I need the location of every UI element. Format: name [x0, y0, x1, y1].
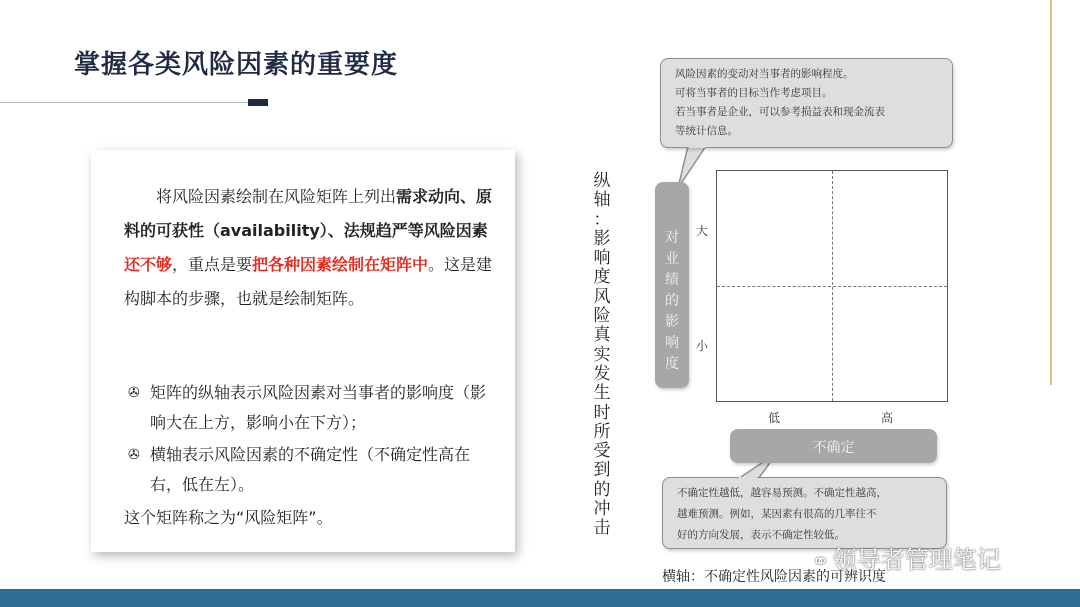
vertical-caption-char: 风	[593, 286, 611, 307]
vertical-axis-label-char: 对	[665, 230, 679, 246]
vertical-caption-char: 时	[593, 402, 611, 423]
page-title: 掌握各类风险因素的重要度	[74, 50, 399, 80]
matrix-horizontal-divider	[717, 286, 947, 287]
vertical-caption-char: ：	[593, 209, 611, 230]
bottom-bar	[0, 589, 1080, 607]
vertical-caption-char: 影	[593, 228, 611, 249]
vertical-caption-char: 发	[593, 363, 611, 384]
vertical-axis-label-char: 响	[665, 335, 679, 351]
summary-text: 这个矩阵称之为“风险矩阵”。	[124, 508, 333, 527]
vertical-axis-label-char: 绩	[665, 272, 679, 288]
vertical-caption-char: 冲	[593, 499, 611, 520]
vertical-caption-char: 生	[593, 383, 611, 404]
callout-top-line: 等统计信息。	[675, 125, 738, 137]
vertical-caption-char: 真	[593, 325, 611, 346]
vertical-caption-char: 到	[593, 460, 611, 481]
tick-label-high: 高	[881, 411, 894, 425]
intro-text-3: 。这是建构脚本的步骤，也就是绘制矩阵。	[124, 255, 493, 308]
tick-label-small: 小	[696, 339, 709, 353]
bullet-text: 横轴表示风险因素的不确定性（不确定性高在右，低在左）。	[150, 445, 471, 494]
callout-top-line: 若当事者是企业，可以参考损益表和现金流表	[675, 106, 885, 118]
intro-bold-factors: 需求动向、原料的可获性（availability）、法规趋严等风险因素	[124, 187, 493, 240]
bullet-icon: ✇	[128, 447, 140, 463]
intro-red-plot: 把各种因素绘制在矩阵中	[252, 255, 429, 274]
vertical-caption-char: 所	[593, 421, 611, 442]
vertical-caption-char: 受	[593, 441, 611, 462]
bullet-text: 矩阵的纵轴表示风险因素对当事者的影响度（影响大在上方，影响小在下方）；	[150, 383, 487, 432]
wechat-icon: ⚭	[812, 549, 829, 573]
vertical-caption-char: 险	[593, 306, 611, 327]
vertical-caption-char: 响	[593, 248, 611, 269]
intro-text-1: 将风险因素绘制在风险矩阵上列出	[156, 187, 397, 206]
watermark-text: 领导者管理笔记	[832, 546, 1001, 574]
vertical-caption-char: 度	[593, 267, 611, 288]
tick-label-big: 大	[696, 224, 709, 238]
callout-top-line: 可将当事者的目标当作考虑项目。	[675, 87, 833, 99]
vertical-caption-char: 实	[593, 344, 611, 365]
tick-label-low: 低	[768, 411, 781, 425]
callout-bottom-line: 不确定性越低，越容易预测。不确定性越高，	[677, 487, 887, 499]
callout-bottom-line: 越难预测。例如，某因素有很高的几率往不	[677, 508, 877, 520]
bullet-icon: ✇	[128, 385, 140, 401]
vertical-caption-char: 击	[593, 518, 611, 539]
vertical-axis-label-char: 度	[665, 356, 679, 372]
intro-red-not-enough: 还不够	[124, 255, 173, 274]
intro-text-2: ，重点是要	[172, 255, 253, 274]
vertical-axis-label-char: 的	[665, 293, 679, 309]
vertical-axis-label-char: 业	[665, 251, 679, 267]
callout-top-line: 风险因素的变动对当事者的影响程度。	[675, 68, 854, 80]
vertical-caption-char: 纵	[593, 171, 611, 191]
vertical-caption-char: 轴	[593, 190, 611, 211]
callout-bottom-line: 好的方向发展，表示不确定性较低。	[677, 529, 845, 541]
watermark	[812, 540, 1001, 575]
horizontal-axis-label: 不确定	[812, 440, 855, 456]
horizontal-axis-caption: 横轴：不确定性风险因素的可辨识度	[662, 569, 886, 585]
vertical-axis-label-char: 影	[665, 314, 679, 330]
vertical-caption-char: 的	[593, 479, 611, 500]
vertical-axis-label	[655, 228, 689, 375]
